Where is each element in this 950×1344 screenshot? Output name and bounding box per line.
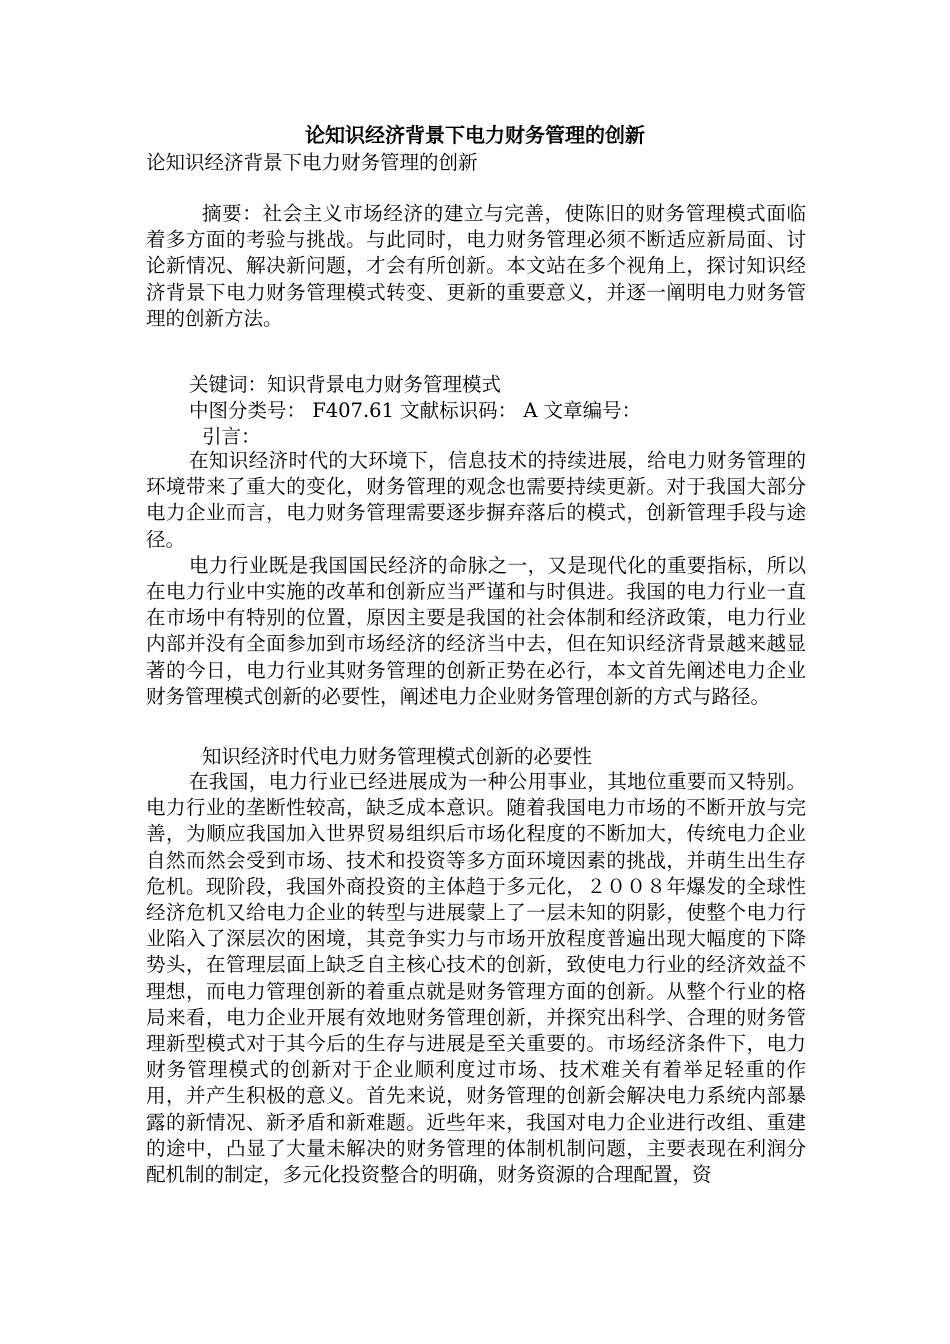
classification-line: 中图分类号： F407.61 文献标识码： A 文章编号：	[189, 399, 642, 422]
intro-paragraph: 在知识经济时代的大环境下，信息技术的持续进展，给电力财务管理的环境带来了重大的变化，财务管理的观念也需要持续更新。对于我国大部分电力企业而言，电力财务管理需要逐步摒弃落后的模式，创新管理手段与途径。	[146, 449, 806, 551]
intro-body	[146, 448, 806, 710]
abstract-paragraph: 摘要：社会主义市场经济的建立与完善，使陈旧的财务管理模式面临着多方面的考验与挑战。与此同时，电力财务管理必须不断适应新局面、讨论新情况、解决新问题，才会有所创新。本文站在多个视角上，探讨知识经济背景下电力财务管理模式转变、更新的重要意义，并逐一阐明电力财务管理的创新方法。	[146, 202, 806, 330]
section-paragraph: 在我国，电力行业已经进展成为一种公用事业，其地位重要而又特别。电力行业的垄断性较高，缺乏成本意识。随着我国电力市场的不断开放与完善，为顺应我国加入世界贸易组织后市场化程度的不断加大，传统电力企业自然而然会受到市场、技术和投资等多方面环境因素的挑战，并萌生出生存危机。现阶段，我国外商投资的主体趋于多元化，２００８年爆发的全球性经济危机又给电力企业的转型与进展蒙上了一层未知的阴影，使整个电力行业陷入了深层次的困境，其竞争实力与市场开放程度普遍出现大幅度的下降势头，在管理层面上缺乏自主核心技术的创新，致使电力行业的经济效益不理想，而电力管理创新的着重点就是财务管理方面的创新。从整个行业的格局来看，电力企业开展有效地财务管理创新，并探究出科学、合理的财务管理新型模式对于其今后的生存与进展是至关重要的。市场经济条件下，电力财务管理模式的创新对于企业顺利度过市场、技术难关有着举足轻重的作用，并产生积极的意义。首先来说，财务管理的创新会解决电力系统内部暴露的新情况、新矛盾和新难题。近些年来，我国对电力企业进行改组、重建的途中，凸显了大量未解决的财务管理的体制机制问题，主要表现在利润分配机制的制定，多元化投资整合的明确，财务资源的合理配置，资	[146, 770, 806, 1187]
intro-heading: 引言：	[202, 425, 261, 448]
intro-paragraph: 电力行业既是我国国民经济的命脉之一，又是现代化的重要指标，所以在电力行业中实施的改革和创新应当严谨和与时俱进。我国的电力行业一直在市场中有特别的位置，原因主要是我国的社会体制和经济政策，电力行业内部并没有全面参加到市场经济的经济当中去，但在知识经济背景越来越显著的今日，电力行业其财务管理的创新正势在必行，本文首先阐述电力企业财务管理模式创新的必要性，阐述电力企业财务管理创新的方式与路径。	[146, 553, 806, 708]
section-heading: 知识经济时代电力财务管理模式创新的必要性	[202, 745, 593, 768]
document-subtitle: 论知识经济背景下电力财务管理的创新	[146, 151, 478, 174]
document-title: 论知识经济背景下电力财务管理的创新	[305, 123, 645, 147]
keywords-line: 关键词：知识背景电力财务管理模式	[189, 373, 502, 396]
